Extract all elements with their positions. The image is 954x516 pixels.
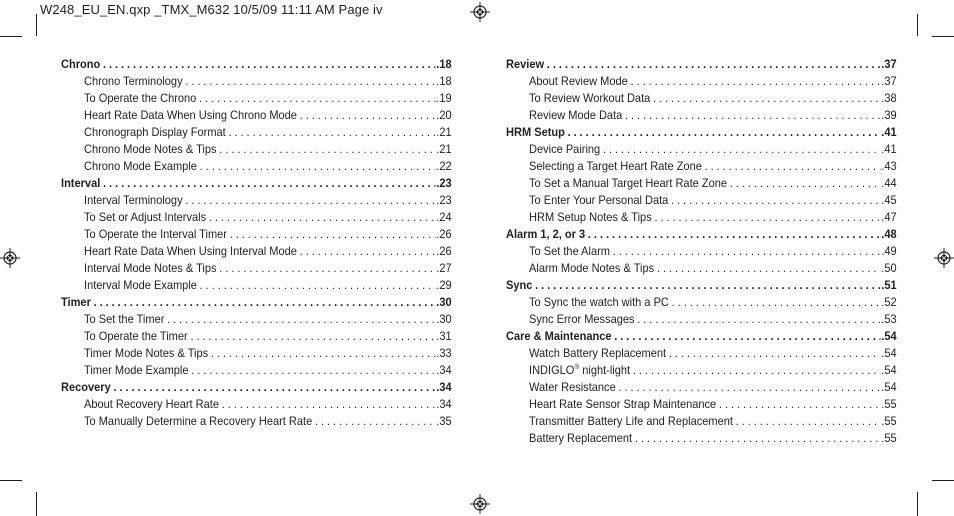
toc-entry-label: Timer Mode Example: [84, 363, 189, 377]
toc-dot-leader: [103, 58, 435, 70]
toc-page-number: .24: [436, 210, 452, 224]
toc-dot-leader: [191, 364, 435, 376]
toc-entry-label: Recovery: [61, 380, 111, 394]
toc-entry[interactable]: [506, 91, 897, 108]
toc-entry-label: Sync Error Messages: [529, 312, 635, 326]
toc-entry-label: Interval: [61, 176, 101, 190]
toc-entry[interactable]: [506, 159, 897, 176]
toc-entry-label: Interval Mode Example: [84, 278, 197, 292]
toc-entry[interactable]: [61, 193, 452, 210]
toc-entry-label: To Sync the watch with a PC: [529, 295, 669, 309]
toc-dot-leader: [211, 347, 435, 359]
toc-entry-label: To Set a Manual Target Heart Rate Zone: [529, 176, 728, 190]
crop-mark-bottom-right-h: [932, 480, 954, 481]
toc-dot-leader: [190, 330, 435, 342]
toc-entry-label: To Operate the Interval Timer: [84, 227, 227, 241]
toc-entry-label: Timer Mode Notes & Tips: [84, 346, 209, 360]
toc-dot-leader: [588, 228, 880, 240]
toc-dot-leader: [672, 296, 881, 308]
print-slug: W248_EU_EN.qxp _TMX_M632 10/5/09 11:11 AM Page iv: [40, 2, 383, 17]
toc-page-number: .39: [881, 108, 897, 122]
toc-dot-leader: [94, 296, 436, 308]
toc-page-number: .47: [881, 210, 897, 224]
crop-mark-top-left-v: [36, 14, 37, 36]
registration-mark-bottom-icon: [470, 494, 490, 514]
toc-dot-leader: [603, 143, 880, 155]
crop-mark-bottom-right-v: [917, 492, 918, 516]
toc-entry[interactable]: [61, 159, 452, 176]
toc-dot-leader: [654, 211, 880, 223]
toc-page-number: .27: [436, 261, 452, 275]
toc-entry-label: Battery Replacement: [529, 431, 633, 445]
toc-page-number: .23: [436, 176, 452, 190]
toc-dot-leader: [657, 262, 880, 274]
toc-dot-leader: [535, 279, 880, 291]
toc-page-number: .33: [436, 346, 452, 360]
toc-page-number: .48: [881, 227, 897, 241]
toc-entry[interactable]: [506, 431, 897, 448]
toc-right-column: [506, 57, 897, 448]
toc-dot-leader: [613, 245, 881, 257]
toc-dot-leader: [230, 228, 436, 240]
toc-dot-leader: [185, 194, 435, 206]
toc-page-number: .35: [436, 414, 452, 428]
toc-dot-leader: [635, 432, 881, 444]
toc-page-number: .19: [436, 91, 452, 105]
toc-section-entry[interactable]: [506, 57, 897, 74]
toc-entry-label: To Set or Adjust Intervals: [84, 210, 207, 224]
toc-entry-label: Timer: [61, 295, 91, 309]
toc-entry-label: Watch Battery Replacement: [529, 346, 667, 360]
toc-entry-label: Review: [506, 57, 545, 71]
toc-entry-label: To Set the Timer: [84, 312, 165, 326]
toc-dot-leader: [185, 75, 435, 87]
registration-mark-left-icon: [0, 248, 20, 268]
toc-dot-leader: [229, 126, 436, 138]
toc-entry[interactable]: [61, 346, 452, 363]
toc-section-entry[interactable]: [61, 176, 452, 193]
toc-entry[interactable]: [506, 142, 897, 159]
toc-entry-label: Alarm 1, 2, or 3: [506, 227, 586, 241]
toc-entry[interactable]: [506, 176, 897, 193]
toc-dot-leader: [631, 75, 881, 87]
toc-page-number: .55: [881, 414, 897, 428]
toc-dot-leader: [730, 177, 881, 189]
toc-page-number: .23: [436, 193, 452, 207]
toc-dot-leader: [547, 58, 881, 70]
toc-entry[interactable]: [61, 210, 452, 227]
toc-entry[interactable]: [61, 397, 452, 414]
toc-entry-label: Water Resistance: [529, 380, 616, 394]
toc-page-number: .43: [881, 159, 897, 173]
toc-entry-label: INDIGLO® night-light: [529, 363, 631, 377]
toc-entry-label: About Recovery Heart Rate: [84, 397, 220, 411]
toc-page-number: .26: [436, 227, 452, 241]
toc-dot-leader: [113, 381, 435, 393]
toc-page-number: .37: [881, 74, 897, 88]
toc-entry[interactable]: [506, 414, 897, 431]
toc-dot-leader: [633, 364, 881, 376]
toc-entry-label: Review Mode Data: [529, 108, 623, 122]
toc-page-number: .49: [881, 244, 897, 258]
toc-section-entry[interactable]: [61, 295, 452, 312]
toc-entry[interactable]: [61, 74, 452, 91]
toc-dot-leader: [300, 245, 436, 257]
toc-page-number: .18: [436, 74, 452, 88]
toc-entry-label: Heart Rate Data When Using Chrono Mode: [84, 108, 297, 122]
toc-section-entry[interactable]: [506, 125, 897, 142]
toc-entry[interactable]: [61, 91, 452, 108]
toc-entry-label: Interval Terminology: [84, 193, 183, 207]
toc-page-number: .21: [436, 125, 452, 139]
toc-entry-label: To Set the Alarm: [529, 244, 611, 258]
toc-entry-label: Chrono Mode Notes & Tips: [84, 142, 217, 156]
toc-entry[interactable]: [61, 414, 452, 431]
toc-entry-label: Chrono Mode Example: [84, 159, 197, 173]
toc-page-number: .51: [881, 278, 897, 292]
toc-entry-label: Chronograph Display Format: [84, 125, 226, 139]
toc-page-number: .54: [881, 346, 897, 360]
toc-page-number: .22: [436, 159, 452, 173]
toc-dot-leader: [719, 398, 880, 410]
toc-page-number: .41: [881, 125, 897, 139]
toc-entry-label: Interval Mode Notes & Tips: [84, 261, 217, 275]
toc-page-number: .29: [436, 278, 452, 292]
toc-dot-leader: [614, 330, 880, 342]
toc-left-column: [61, 57, 452, 431]
toc-page-number: .50: [881, 261, 897, 275]
toc-entry-label: Chrono: [61, 57, 101, 71]
toc-dot-leader: [315, 415, 435, 427]
toc-entry[interactable]: [61, 363, 452, 380]
toc-page-number: .34: [436, 363, 452, 377]
toc-dot-leader: [653, 92, 880, 104]
toc-entry-label: Alarm Mode Notes & Tips: [529, 261, 655, 275]
toc-section-entry[interactable]: [506, 278, 897, 295]
toc-dot-leader: [200, 160, 436, 172]
toc-section-entry[interactable]: [506, 329, 897, 346]
toc-page-number: .18: [436, 57, 452, 71]
toc-entry-label: Sync: [506, 278, 533, 292]
toc-section-entry[interactable]: [61, 57, 452, 74]
crop-mark-bottom-left-h: [0, 480, 22, 481]
toc-dot-leader: [199, 92, 435, 104]
toc-dot-leader: [219, 143, 435, 155]
toc-entry[interactable]: [61, 312, 452, 329]
toc-page-number: .54: [881, 380, 897, 394]
toc-entry-label: Selecting a Target Heart Rate Zone: [529, 159, 702, 173]
toc-page-number: .53: [881, 312, 897, 326]
toc-entry[interactable]: [506, 261, 897, 278]
registration-mark-right-icon: [934, 248, 954, 268]
toc-page-number: .54: [881, 329, 897, 343]
toc-entry[interactable]: [506, 363, 897, 380]
toc-dot-leader: [103, 177, 435, 189]
toc-entry-label: Device Pairing: [529, 142, 601, 156]
toc-dot-leader: [568, 126, 881, 138]
toc-entry[interactable]: [506, 244, 897, 261]
toc-entry-label: To Enter Your Personal Data: [529, 193, 669, 207]
toc-page-number: .55: [881, 431, 897, 445]
toc-entry-label: To Operate the Timer: [84, 329, 188, 343]
toc-entry[interactable]: [506, 380, 897, 397]
toc-entry[interactable]: [61, 329, 452, 346]
toc-page-number: .26: [436, 244, 452, 258]
toc-page-number: .21: [436, 142, 452, 156]
crop-mark-bottom-left-v: [36, 492, 37, 516]
registration-mark-top-icon: [470, 2, 490, 22]
toc-dot-leader: [669, 347, 881, 359]
toc-entry[interactable]: [61, 142, 452, 159]
toc-entry-label: HRM Setup Notes & Tips: [529, 210, 652, 224]
toc-dot-leader: [637, 313, 880, 325]
toc-page-number: .38: [881, 91, 897, 105]
toc-entry[interactable]: [506, 295, 897, 312]
toc-entry-label: Care & Maintenance: [506, 329, 612, 343]
toc-entry[interactable]: [61, 108, 452, 125]
toc-page-number: .52: [881, 295, 897, 309]
toc-page-number: .37: [881, 57, 897, 71]
toc-entry[interactable]: [506, 210, 897, 227]
toc-entry[interactable]: [506, 193, 897, 210]
toc-entry-label: Heart Rate Data When Using Interval Mode: [84, 244, 297, 258]
toc-entry-label: Chrono Terminology: [84, 74, 183, 88]
toc-page-number: .41: [881, 142, 897, 156]
crop-mark-top-right-v: [917, 14, 918, 36]
toc-entry-label: About Review Mode: [529, 74, 628, 88]
toc-page-number: .44: [881, 176, 897, 190]
toc-page-number: .45: [881, 193, 897, 207]
toc-dot-leader: [671, 194, 880, 206]
toc-page-number: .54: [881, 363, 897, 377]
toc-dot-leader: [625, 109, 880, 121]
toc-dot-leader: [300, 109, 436, 121]
toc-entry[interactable]: [506, 74, 897, 91]
toc-page-number: .34: [436, 397, 452, 411]
toc-entry-label: Transmitter Battery Life and Replacement: [529, 414, 733, 428]
toc-entry[interactable]: [506, 346, 897, 363]
toc-entry[interactable]: [506, 312, 897, 329]
toc-entry[interactable]: [506, 108, 897, 125]
toc-section-entry[interactable]: [506, 227, 897, 244]
toc-entry[interactable]: [61, 261, 452, 278]
toc-page-number: .31: [436, 329, 452, 343]
toc-page-number: .20: [436, 108, 452, 122]
toc-section-entry[interactable]: [61, 380, 452, 397]
toc-entry[interactable]: [61, 125, 452, 142]
toc-entry[interactable]: [61, 244, 452, 261]
toc-entry-label: To Operate the Chrono: [84, 91, 197, 105]
toc-entry-label: To Manually Determine a Recovery Heart Rate: [84, 414, 313, 428]
crop-mark-top-right-h: [932, 36, 954, 37]
toc-dot-leader: [200, 279, 436, 291]
toc-entry[interactable]: [61, 227, 452, 244]
toc-dot-leader: [618, 381, 880, 393]
toc-entry[interactable]: [506, 397, 897, 414]
toc-page-number: .30: [436, 295, 452, 309]
toc-dot-leader: [209, 211, 436, 223]
toc-entry-label: To Review Workout Data: [529, 91, 651, 105]
toc-dot-leader: [705, 160, 881, 172]
toc-page-number: .30: [436, 312, 452, 326]
toc-entry-label: Heart Rate Sensor Strap Maintenance: [529, 397, 717, 411]
toc-page-number: .34: [436, 380, 452, 394]
toc-entry[interactable]: [61, 278, 452, 295]
toc-dot-leader: [167, 313, 435, 325]
toc-entry-label: HRM Setup: [506, 125, 565, 139]
toc-dot-leader: [222, 398, 436, 410]
toc-dot-leader: [736, 415, 881, 427]
toc-page-number: .55: [881, 397, 897, 411]
crop-mark-top-left-h: [0, 36, 22, 37]
toc-dot-leader: [219, 262, 435, 274]
